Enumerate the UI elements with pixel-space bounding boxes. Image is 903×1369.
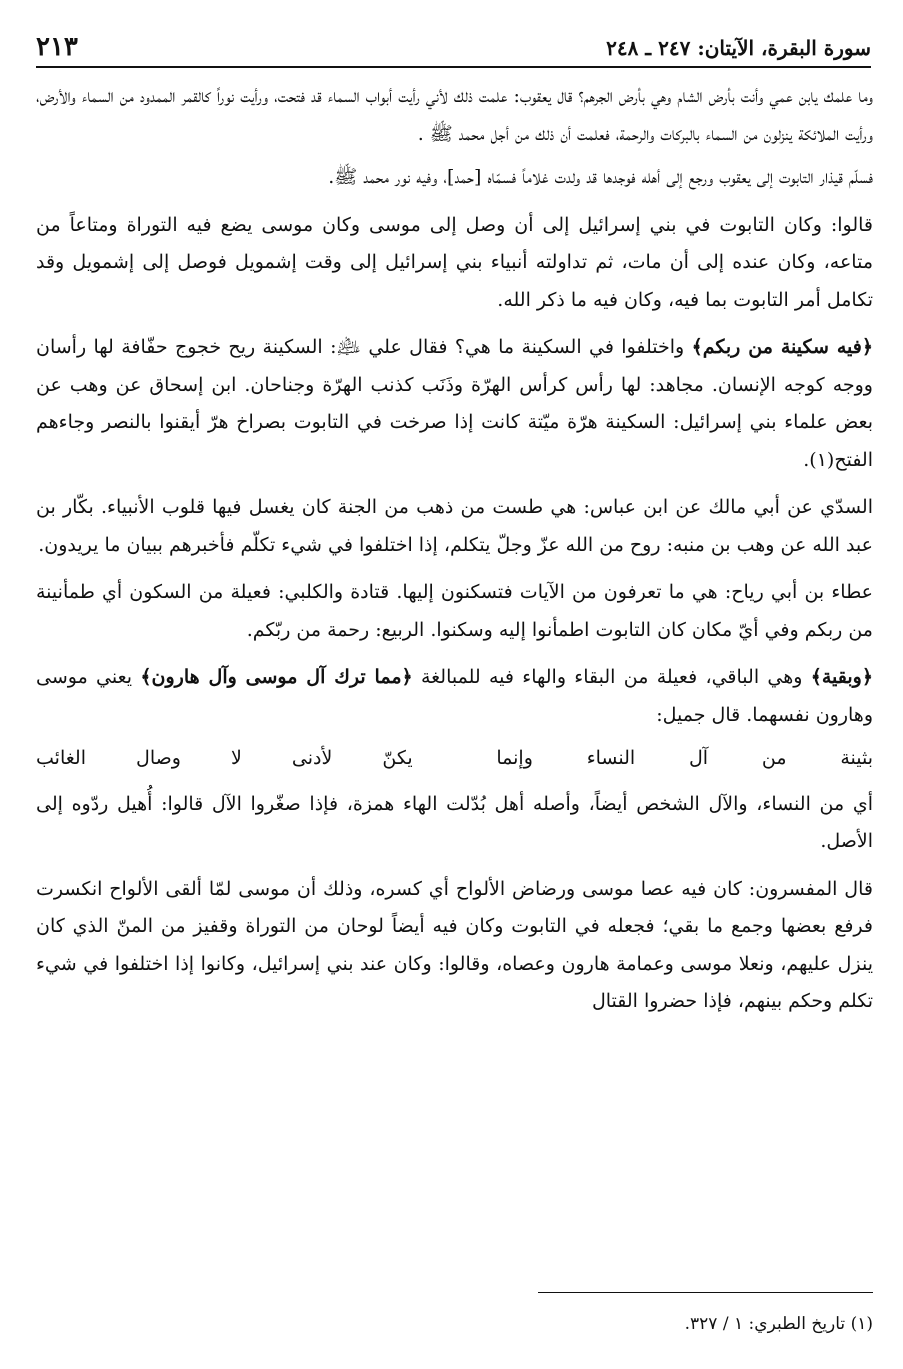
- text-run: يعني موسى وهارون نفسهما. قال جميل:: [36, 666, 873, 726]
- paragraph: [36, 78, 873, 153]
- quran-quote: ﴿مما ترك آل موسى وآل هارون﴾: [140, 666, 413, 688]
- text-run: وهي الباقي، فعيلة من البقاء والهاء فيه للمبالغة: [412, 666, 811, 688]
- text-run: وما علمك يابن عمي وأنت بأرض الشام وهي بأرض الجرهم؟ قال يعقوب: علمت ذلك لأني رأيت أبواب السماء قد فتحت، ورأيت نوراً كالقمر الممدود من السماء والأرض، ورأيت الملائكة ينزلون من السماء بالبركات والرحمة، فعلمت أن ذلك من أجل محمد ﷺ .: [36, 85, 873, 145]
- text-run: فسلّم قيذار التابوت إلى يعقوب ورجع إلى أهله فوجدها قد ولدت غلاماً فسمّاه [حمد]، وفيه نور محمد ﷺ.: [328, 166, 873, 188]
- running-title: سورة البقرة، الآيتان: ٢٤٧ ـ ٢٤٨: [606, 36, 871, 60]
- footnotes: [36, 1292, 873, 1339]
- text-run: قال المفسرون: كان فيه عصا موسى ورضاض الألواح أي كسره، وذلك أن موسى لمّا ألقى الألواح انكسرت فرفع بعضها وجمع ما بقي؛ فجعله في التابوت وكان فيه أيضاً لوحان من التوراة وقفيز من المنّ الذي كان ينزل عليهم، ونعلا موسى وعمامة هارون وعصاه، وقالوا: وكان عند بني إسرائيل، وكانوا إذا اختلفوا في شيء تكلم وحكم بينهم، فإذا حضروا القتال: [36, 877, 873, 1012]
- page-body: [36, 78, 873, 1021]
- paragraph: [36, 489, 873, 564]
- page-header: [36, 26, 871, 68]
- text-run: واختلفوا في السكينة ما هي؟ فقال علي ﵇: السكينة ريح خجوج حفّافة لها رأسان ووجه كوجه الإنسان. مجاهد: لها رأس كرأس الهرّة وذَنَب كذنب الهرّة وجناحان. ابن إسحاق عن وهب عن بعض علماء بني إسرائيل: السكينة هرّة ميّتة كانت إذا صرخت في التابوت بصراخ هرّ أيقنوا بالنصر وجاءهم الفتح(١).: [36, 336, 873, 471]
- verse-first-hemistich: بثينة من آل النساء وإنما: [496, 747, 873, 769]
- paragraph: [36, 329, 873, 479]
- paragraph: [36, 207, 873, 320]
- text-run: عطاء بن أبي رياح: هي ما تعرفون من الآيات فتسكنون إليها. قتادة والكلبي: فعيلة من السكون أي طمأنينة من ربكم وفي أيّ مكان كان التابوت اطمأنوا إليه وسكنوا. الربيع: رحمة من ربّكم.: [36, 581, 873, 641]
- paragraph: [36, 659, 873, 734]
- paragraph: [36, 574, 873, 649]
- poetry-verse: [36, 740, 873, 778]
- page-number: ٢١٣: [36, 32, 78, 62]
- verse-second-hemistich: يكنّ لأدنى لا وصال الغائب: [36, 747, 413, 769]
- text-run: قالوا: وكان التابوت في بني إسرائيل إلى أن وصل إلى موسى وكان موسى يضع فيه التوراة ومتاعاً من متاعه، وكان عنده إلى أن مات، ثم تداولته أنبياء بني إسرائيل إلى وقت إشمويل فوصل إلى إشمويل وقد تكامل أمر التابوت بما فيه، وكان فيه ما ذكر الله.: [36, 213, 873, 311]
- quran-quote: ﴿وبقية﴾: [810, 666, 873, 688]
- paragraph: [36, 871, 873, 1021]
- text-run: أي من النساء، والآل الشخص أيضاً، وأصله أهل بُدّلت الهاء همزة، فإذا صغّروا الآل قالوا: أُهيل ردّوه إلى الأصل.: [36, 792, 873, 852]
- footnote-text: تاريخ الطبري: ١ / ٣٢٧.: [684, 1314, 846, 1334]
- footnote-divider: [538, 1292, 873, 1293]
- paragraph: [36, 786, 873, 861]
- quran-quote: ﴿فيه سكينة من ربكم﴾: [691, 336, 874, 358]
- footnote: [36, 1309, 873, 1339]
- footnote-marker: (١): [850, 1314, 873, 1334]
- text-run: السدّي عن أبي مالك عن ابن عباس: هي طست من ذهب من الجنة كان يغسل فيها قلوب الأنبياء. بكّار بن عبد الله عن وهب بن منبه: روح من الله عزّ وجلّ يتكلم، إذا اختلفوا في شيء تكلّم فأخبرهم ببيان ما يريدون.: [36, 496, 873, 556]
- paragraph: [36, 159, 873, 197]
